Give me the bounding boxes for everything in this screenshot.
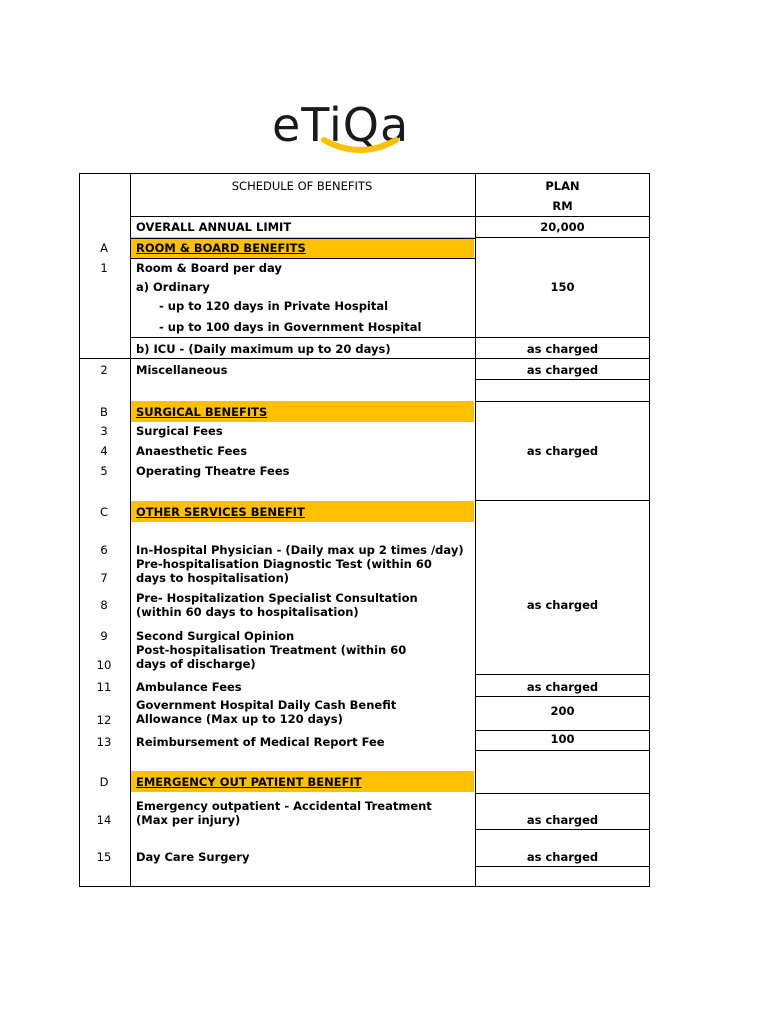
item-12-num: 12	[96, 713, 112, 727]
item-3-label: Surgical Fees	[136, 424, 223, 438]
section-d-letter: D	[99, 775, 109, 789]
divider-row-2	[80, 358, 650, 359]
divider-left-1	[130, 238, 475, 239]
item-11-num: 11	[96, 680, 112, 694]
section-a-title: ROOM & BOARD BENEFITS	[136, 241, 306, 255]
item-10-label: Post-hospitalisation Treatment (within 60 days of discharge)	[136, 643, 407, 671]
item-11-label: Ambulance Fees	[136, 680, 242, 694]
item-8-label: Pre- Hospitalization Specialist Consultation (within 60 days to hospitalisation)	[136, 591, 418, 619]
divider-plan-5	[475, 674, 650, 675]
divider-left-2	[130, 258, 475, 259]
item-7-label: Pre-hospitalisation Diagnostic Test (within 60 days to hospitalisation)	[136, 557, 432, 585]
item-15-label: Day Care Surgery	[136, 850, 250, 864]
section-c-value: as charged	[526, 598, 599, 612]
divider-plan-8	[475, 750, 650, 751]
item-13-num: 13	[96, 735, 112, 749]
header-plan: PLAN	[545, 179, 580, 193]
item-5-num: 5	[100, 464, 108, 478]
item-7-num: 7	[100, 571, 108, 585]
etiqa-logo	[272, 100, 452, 162]
item-11-value: as charged	[526, 680, 599, 694]
item-1b-label: b) ICU - (Daily maximum up to 20 days)	[136, 342, 391, 356]
item-13-label: Reimbursement of Medical Report Fee	[136, 735, 385, 749]
item-2-num: 2	[100, 363, 108, 377]
header-currency: RM	[552, 199, 573, 213]
divider-plan-2	[475, 379, 650, 380]
item-1a1-label: - up to 120 days in Private Hospital	[159, 299, 389, 313]
item-14-value: as charged	[526, 813, 599, 827]
section-c-letter: C	[99, 505, 109, 519]
item-14-label: Emergency outpatient - Accidental Treatment (Max per injury)	[136, 799, 432, 827]
item-3-num: 3	[100, 424, 108, 438]
item-1b-value: as charged	[526, 342, 599, 356]
divider-plan-3	[475, 401, 650, 402]
item-12-label: Government Hospital Daily Cash Benefit Allowance (Max up to 120 days)	[136, 698, 397, 726]
item-4-num: 4	[100, 444, 108, 458]
item-1a2-label: - up to 100 days in Government Hospital	[159, 320, 422, 334]
item-9-num: 9	[100, 629, 108, 643]
item-15-value: as charged	[526, 850, 599, 864]
item-15-num: 15	[96, 850, 112, 864]
item-2-label: Miscellaneous	[136, 363, 228, 377]
item-1-label: Room & Board per day	[136, 261, 282, 275]
divider-plan-9	[475, 793, 650, 794]
item-4-label: Anaesthetic Fees	[136, 444, 248, 458]
divider-header	[130, 216, 650, 217]
section-b-title: SURGICAL BENEFITS	[136, 405, 268, 419]
item-13-value: 100	[550, 732, 575, 746]
section-b-value: as charged	[526, 444, 599, 458]
divider-plan-10	[475, 829, 650, 830]
divider-row-icu	[130, 337, 650, 338]
item-8-num: 8	[100, 598, 108, 612]
section-b-letter: B	[100, 405, 108, 419]
section-c-title: OTHER SERVICES BENEFIT	[136, 505, 305, 519]
item-9-label: Second Surgical Opinion	[136, 629, 295, 643]
item-1-num: 1	[100, 261, 108, 275]
item-12-value: 200	[550, 704, 575, 718]
item-6-label: In-Hospital Physician - (Daily max up 2 times /day)	[136, 543, 464, 557]
divider-plan-1	[475, 237, 650, 238]
logo-swoosh-icon	[320, 136, 400, 156]
divider-plan-7	[475, 730, 650, 731]
section-a-letter: A	[100, 241, 108, 255]
logo-text: eTiQa	[272, 98, 410, 152]
divider-col-1	[130, 174, 131, 886]
overall-label: OVERALL ANNUAL LIMIT	[136, 220, 292, 234]
divider-plan-6	[475, 696, 650, 697]
section-d-title: EMERGENCY OUT PATIENT BENEFIT	[136, 775, 362, 789]
item-6-num: 6	[100, 543, 108, 557]
item-14-num: 14	[96, 813, 112, 827]
header-schedule: SCHEDULE OF BENEFITS	[231, 179, 373, 193]
divider-plan-4	[475, 500, 650, 501]
item-5-label: Operating Theatre Fees	[136, 464, 290, 478]
overall-value: 20,000	[540, 220, 585, 234]
item-1a-label: a) Ordinary	[136, 280, 210, 294]
item-2-value: as charged	[526, 363, 599, 377]
divider-plan-11	[475, 866, 650, 867]
item-1a-value: 150	[550, 280, 575, 294]
item-10-num: 10	[96, 658, 112, 672]
